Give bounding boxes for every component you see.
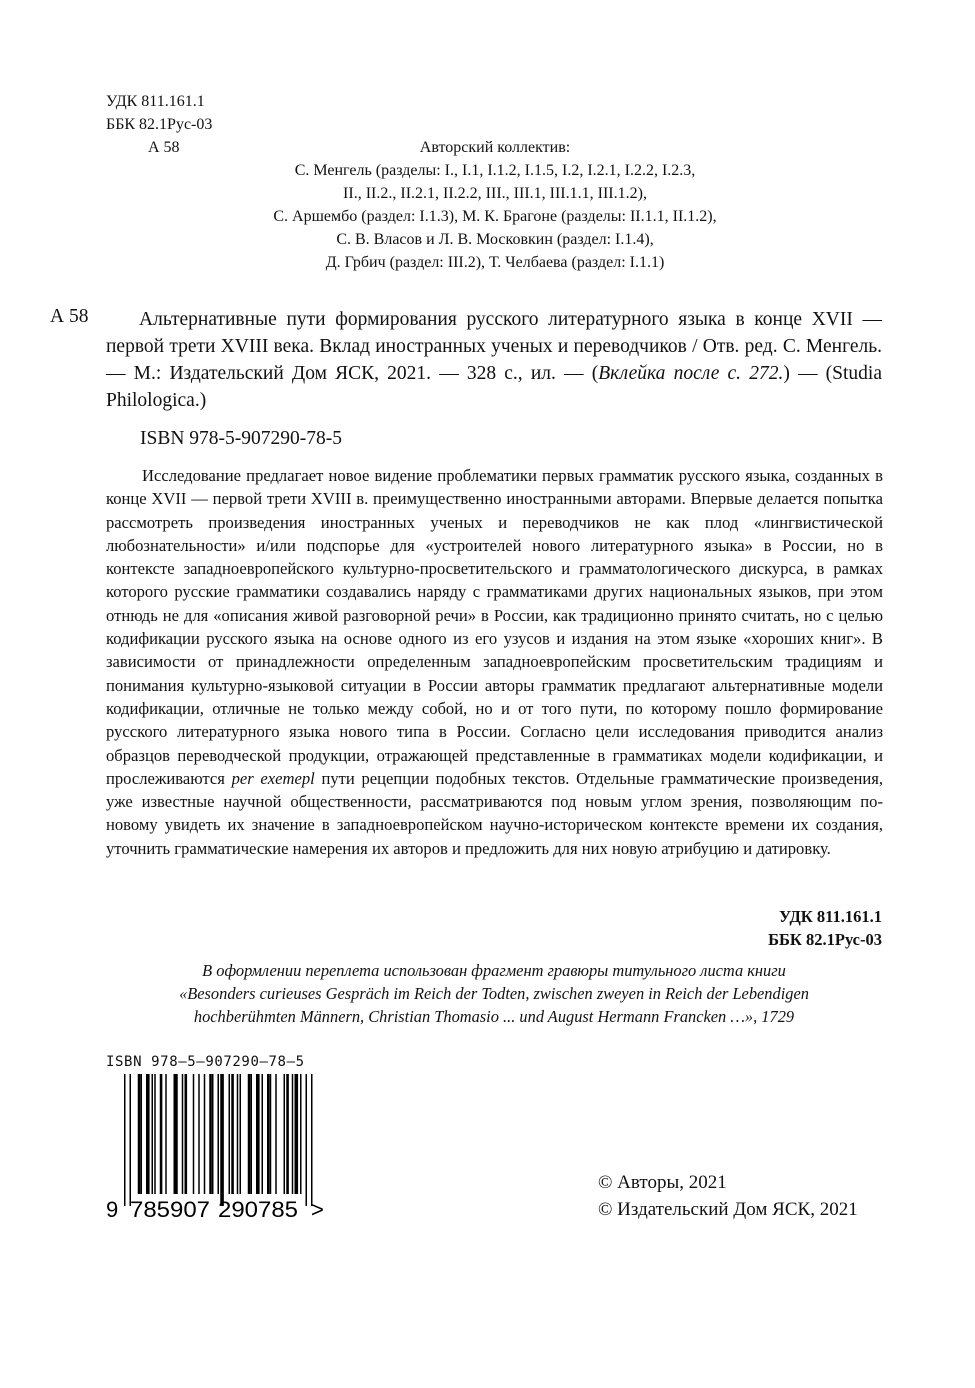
cover-note-line: «Besonders curieuses Gespräch im Reich der Todten, zwischen zweyen in Reich der Lebendigen <box>179 984 809 1003</box>
barcode-bar <box>262 1074 264 1194</box>
barcode-bar <box>248 1074 251 1194</box>
barcode-bar <box>240 1074 242 1194</box>
barcode-bar <box>165 1074 167 1194</box>
barcode-bar <box>146 1074 150 1194</box>
barcode-bar <box>152 1074 154 1194</box>
barcode-bar <box>237 1074 239 1194</box>
authors-block <box>190 136 800 274</box>
barcode-bar <box>212 1074 214 1194</box>
barcode-bar <box>204 1074 206 1194</box>
barcode-bar <box>160 1074 163 1194</box>
author-sign-top: А 58 <box>148 139 180 156</box>
barcode-bar <box>220 1074 224 1206</box>
barcode-bar <box>275 1074 277 1194</box>
barcode-bar <box>193 1074 195 1194</box>
title-insert-note: Вклейка после с. 272. <box>598 363 784 384</box>
barcode-bar <box>284 1074 286 1194</box>
barcode-bar <box>141 1074 143 1194</box>
barcode-bar <box>154 1074 156 1194</box>
barcode-bar <box>300 1074 302 1194</box>
barcode-isbn-text: ISBN 978–5–907290–78–5 <box>106 1054 305 1070</box>
cover-note <box>106 959 882 1028</box>
barcode <box>106 1054 328 1224</box>
udk-code-bottom: УДК 811.161.1 <box>779 907 882 926</box>
authors-heading: Авторский коллектив: <box>419 139 571 156</box>
barcode-bar <box>182 1074 184 1194</box>
abstract-text: пути рецепции подобных текстов. Отдельные грамматические произведения, уже известные научной общественности, рассматриваются под новым углом зрения, позволяющим по-новому увидеть их значение в западноевропейском научно-историческом контексте времени их создания, уточнить грамматические намерения их авторов и предложить для них новую атрибуцию и датировку. <box>106 768 883 858</box>
barcode-bar <box>198 1074 200 1194</box>
barcode-bar <box>251 1074 253 1194</box>
barcode-bar <box>209 1074 212 1194</box>
barcode-first-digit: 9 <box>106 1197 119 1222</box>
authors-line: II., II.2., II.2.1, II.2.2, III., III.1, III.1.1, III.1.2), <box>343 185 647 202</box>
barcode-bar <box>130 1074 132 1206</box>
authors-line: С. Аршембо (раздел: I.1.3), М. К. Брагоне (разделы: II.1.1, II.1.2), <box>273 208 717 225</box>
barcode-graphic <box>106 1074 328 1224</box>
abstract <box>106 464 883 860</box>
barcode-bar <box>306 1074 308 1206</box>
cover-note-line: В оформлении переплета использован фрагмент гравюры титульного листа книги <box>202 961 786 980</box>
cover-note-line: hochberühmten Männern, Christian Thomasio ... und August Hermann Francken …», 1729 <box>193 1007 795 1026</box>
barcode-bar <box>138 1074 141 1194</box>
barcode-bar <box>218 1074 220 1194</box>
author-sign-main: А 58 <box>50 306 89 327</box>
barcode-bar <box>267 1074 270 1194</box>
abstract-text: Исследование предлагает новое видение проблематики первых грамматик русского языка, созданных в конце XVII — первой трети XVIII в. преимущественно иностранными авторами. Впервые делается попытка рассмотреть произведения иностранных ученых и переводчиков не как плод «лингвистической любознательности» и/или подспорье для «устроителей нового литературного языка» в России, но в контексте западноевропейского культурно-просветительского и грамматологического дискурса, в рамках которого русские грамматики создавались наряду с грамматиками других национальных языков, при этом отнюдь не для «описания живой разговорной речи» в России, как традиционно принято считать, но с целью кодификации русского языка на основе одного из его узусов и издания на этом языке «хороших книг». В зависимости от принадлежности определенным западноевропейским просветительским традициям и понимания культурно-языковой ситуации в России авторы грамматик предлагают альтернативные модели кодификации, отличные не только между собой, но и от того пути, по которому пошло формирование русского литературного языка нового типа в России. Согласно цели исследования приводится анализ образцов переводческой продукции, отражающей представленные в грамматиках модели кодификации, и прослеживаются <box>106 466 883 788</box>
title-series: ) — (Studia Philologica.) <box>106 363 883 411</box>
barcode-bar <box>311 1074 313 1206</box>
copyright-block <box>598 1169 858 1223</box>
bbk-code-bottom: ББК 82.1Рус-03 <box>768 930 882 949</box>
authors-line: Д. Грбич (раздел: III.2), Т. Челбаева (раздел: I.1.1) <box>325 254 665 271</box>
barcode-digits-right: 290785 <box>218 1197 298 1222</box>
bbk-code: ББК 82.1Рус-03 <box>106 116 213 133</box>
bibliographic-description <box>106 306 882 414</box>
barcode-bar <box>231 1074 234 1194</box>
barcode-bar <box>286 1074 289 1194</box>
barcode-bar <box>270 1074 272 1194</box>
barcode-bar <box>124 1074 126 1206</box>
copyright-line: © Издательский Дом ЯСК, 2021 <box>598 1199 858 1220</box>
barcode-bar <box>176 1074 178 1194</box>
udk-code: УДК 811.161.1 <box>106 93 205 110</box>
barcode-bar <box>229 1074 231 1194</box>
authors-line: С. В. Власов и Л. В. Московкин (раздел: I.1.4), <box>336 231 654 248</box>
barcode-arrow: > <box>311 1197 324 1222</box>
isbn-line: ISBN 978-5-907290-78-5 <box>140 428 343 449</box>
title-main: Альтернативные пути формирования русского литературного языка в конце XVII — первой трети XVIII века. Вклад иностранных ученых и переводчиков / Отв. ред. С. Менгель. — М.: Издательский Дом ЯСК, 2021. — 328 с., ил. — ( <box>106 309 882 384</box>
barcode-bar <box>256 1074 260 1194</box>
barcode-bar <box>295 1074 299 1194</box>
barcode-bar <box>185 1074 188 1194</box>
barcode-bar <box>292 1074 294 1194</box>
abstract-italic: per exemepl <box>231 768 315 788</box>
authors-line: С. Менгель (разделы: I., I.1, I.1.2, I.1.5, I.2, I.2.1, I.2.2, I.2.3, <box>294 162 696 179</box>
classification-bottom <box>768 905 882 951</box>
barcode-digits-left: 785907 <box>130 1197 210 1222</box>
copyright-line: © Авторы, 2021 <box>598 1172 727 1193</box>
